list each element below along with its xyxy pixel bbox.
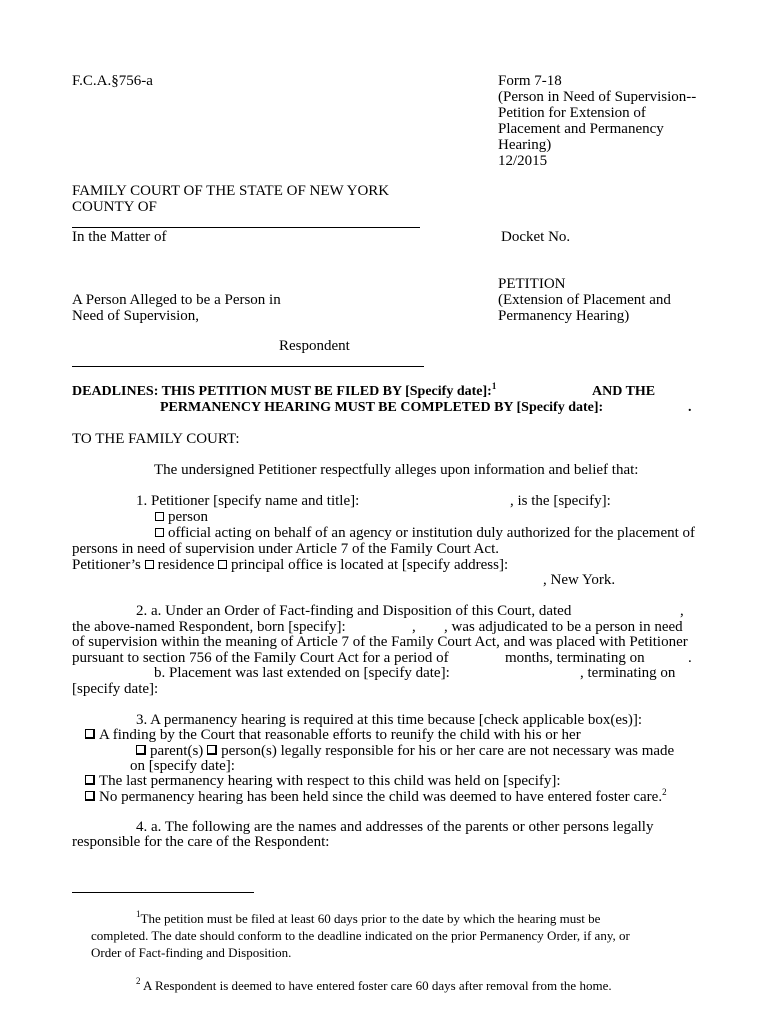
form-line-2: (Person in Need of Supervision--	[498, 89, 697, 105]
p2-line-6: [specify date]:	[72, 681, 159, 697]
respondent-label: Respondent	[279, 338, 350, 354]
footnote-ref-1: 1	[491, 381, 497, 391]
p4-line-1: 4. a. The following are the names and addresses of the parents or other persons legally	[136, 819, 654, 835]
parents-label: parent(s)	[150, 743, 204, 759]
petitioners-label: Petitioner’s	[72, 557, 141, 573]
p1-is-the: , is the [specify]:	[510, 493, 611, 509]
checkbox-principal-office[interactable]	[218, 560, 227, 569]
option-person-label: person	[168, 509, 208, 525]
checkbox-person[interactable]	[155, 512, 164, 521]
footnote-1-line-1	[136, 910, 600, 927]
p2-line-1: 2. a. Under an Order of Fact-finding and Disposition of this Court, dated	[136, 603, 572, 619]
p1-option-official	[155, 525, 695, 541]
footnote-ref-2: 2	[662, 787, 667, 797]
checkbox-residence[interactable]	[145, 560, 154, 569]
doc-title-1: PETITION	[498, 276, 566, 292]
p3-option-finding-cont	[136, 743, 674, 759]
p2-line-2b: ,	[412, 619, 416, 635]
caption-bottom-rule	[72, 366, 424, 367]
checkbox-persons-responsible[interactable]	[207, 745, 217, 755]
p1-new-york: , New York.	[543, 572, 616, 588]
p3-option-last-hearing	[85, 773, 561, 789]
court-name: FAMILY COURT OF THE STATE OF NEW YORK	[72, 183, 390, 199]
respondent-desc-1: A Person Alleged to be a Person in	[72, 292, 281, 308]
p3-option-finding-date: on [specify date]:	[130, 758, 235, 774]
p1-option-person	[155, 509, 208, 525]
p1-line-1: 1. Petitioner [specify name and title]:	[136, 493, 360, 509]
footnote-2-text: A Respondent is deemed to have entered foster care 60 days after removal from the home.	[140, 978, 612, 993]
checkbox-no-hearing[interactable]	[85, 791, 95, 801]
doc-title-3: Permanency Hearing)	[498, 308, 630, 324]
docket-label: Docket No.	[501, 229, 571, 245]
form-date: 12/2015	[498, 153, 548, 169]
footnote-1-text: The petition must be filed at least 60 days prior to the date by which the hearing must be	[140, 911, 601, 926]
footnote-2	[136, 977, 612, 994]
p2-comma: ,	[680, 603, 684, 619]
county-label: COUNTY OF	[72, 199, 157, 215]
p2-line-4b: months, terminating on	[505, 650, 645, 666]
checkbox-official[interactable]	[155, 528, 164, 537]
statute-citation: F.C.A.§756-a	[72, 73, 153, 89]
p1-residence-line	[72, 557, 508, 573]
checkbox-last-hearing[interactable]	[85, 775, 95, 785]
footnote-2-mark: 2	[136, 976, 141, 986]
form-line-3: Petition for Extension of	[498, 105, 646, 121]
checkbox-parents[interactable]	[136, 745, 146, 755]
p2-line-3: of supervision within the meaning of Article 7 of the Family Court Act, and was placed with Petitioner	[72, 634, 688, 650]
intro-text: The undersigned Petitioner respectfully alleges upon information and belief that:	[154, 462, 639, 478]
footnote-1-mark: 1	[136, 909, 141, 919]
footnote-1-line-3: Order of Fact-finding and Disposition.	[91, 945, 292, 960]
p3-line-1: 3. A permanency hearing is required at this time because [check applicable box(es)]:	[136, 712, 643, 728]
deadline-line-1: DEADLINES: THIS PETITION MUST BE FILED BY [Specify date]:$^1$	[72, 381, 497, 399]
p3-option-no-hearing	[85, 789, 667, 805]
caption-top-rule	[72, 227, 420, 228]
p2-line-4c: .	[688, 650, 692, 666]
deadline-and-the: AND THE	[592, 384, 656, 399]
deadline-period: .	[688, 400, 692, 415]
form-line-1: Form 7-18	[498, 73, 562, 89]
p2-line-5a: b. Placement was last extended on [specify date]:	[154, 665, 450, 681]
respondent-desc-2: Need of Supervision,	[72, 308, 200, 324]
footnote-rule	[72, 892, 254, 893]
form-line-5: Hearing)	[498, 137, 552, 153]
p3-option-finding	[85, 727, 581, 743]
p2-line-2c: , was adjudicated to be a person in need	[444, 619, 683, 635]
matter-label: In the Matter of	[72, 229, 167, 245]
option-last-hearing-label: The last permanency hearing with respect to this child was held on [specify]:	[99, 773, 561, 789]
p1-line-cont: persons in need of supervision under Article 7 of the Family Court Act.	[72, 541, 500, 557]
p2-line-5b: , terminating on	[580, 665, 676, 681]
p2-line-4a: pursuant to section 756 of the Family Court Act for a period of	[72, 650, 449, 666]
persons-responsible-label: person(s) legally responsible for his or her care are not necessary was made	[221, 743, 675, 759]
to-the-court: TO THE FAMILY COURT:	[72, 431, 240, 447]
checkbox-finding[interactable]	[85, 729, 95, 739]
footnote-1-line-2: completed. The date should conform to the deadline indicated on the prior Permanency Order, if any, or	[91, 928, 630, 943]
option-finding-label: A finding by the Court that reasonable efforts to reunify the child with his or her	[99, 727, 581, 743]
deadline-line-2: PERMANENCY HEARING MUST BE COMPLETED BY [Specify date]:	[160, 400, 604, 415]
form-line-4: Placement and Permanency	[498, 121, 664, 137]
residence-label: residence	[157, 557, 215, 573]
p2-line-2a: the above-named Respondent, born [specify]:	[72, 619, 346, 635]
option-no-hearing-label: No permanency hearing has been held since the child was deemed to have entered foster care.	[99, 789, 663, 805]
doc-title-2: (Extension of Placement and	[498, 292, 671, 308]
p4-line-2: responsible for the care of the Respondent:	[72, 834, 330, 850]
option-official-label: official acting on behalf of an agency or institution duly authorized for the placement of	[168, 525, 696, 541]
principal-office-label: principal office is located at [specify address]:	[231, 557, 509, 573]
